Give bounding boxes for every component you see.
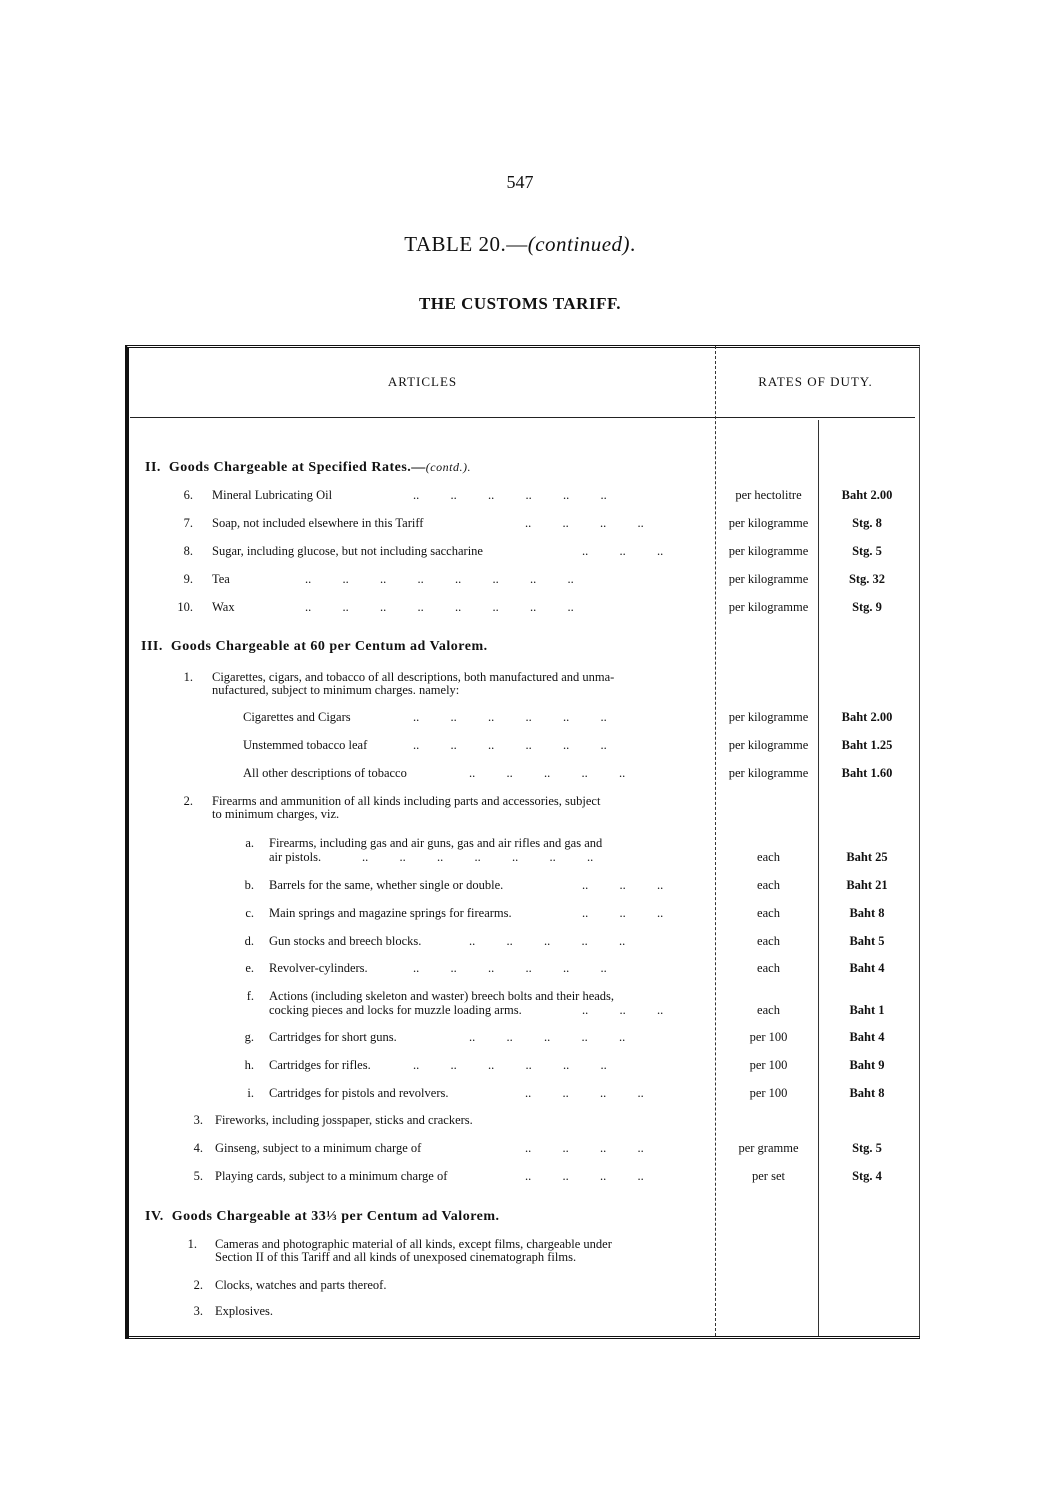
rate: Baht 5: [849, 934, 885, 948]
rate: Baht 1.25: [841, 738, 893, 752]
unit: per kilogramme: [728, 710, 809, 724]
leader-dots: .. .. .. .. .. .. .. ..: [305, 572, 574, 586]
rate: Baht 1: [849, 1003, 885, 1017]
item-text-line1: Firearms, including gas and air guns, gas and air rifles and gas and: [269, 836, 603, 850]
table-title: [0, 232, 1040, 257]
rate: Stg. 8: [852, 516, 882, 530]
unit: each: [757, 1003, 780, 1017]
item-text: Cartridges for short guns.: [269, 1030, 397, 1044]
item-text: Cartridges for rifles.: [269, 1058, 371, 1072]
unit: each: [757, 934, 780, 948]
item-number: 5.: [193, 1169, 203, 1183]
leader-dots: .. .. .. .. .. ..: [413, 961, 607, 975]
item-text-line1: Firearms and ammunition of all kinds including parts and accessories, subject: [212, 794, 601, 808]
rate: Baht 8: [849, 1086, 885, 1100]
leader-dots: .. .. .. ..: [525, 1141, 644, 1155]
rate: Stg. 32: [848, 572, 886, 586]
item-text: Playing cards, subject to a minimum charge of: [215, 1169, 448, 1183]
item-text: Explosives.: [215, 1304, 273, 1318]
leader-dots: .. .. .. .. .. ..: [413, 738, 607, 752]
item-letter: e.: [245, 961, 254, 975]
rate: Baht 4: [849, 961, 885, 975]
item-text: Mineral Lubricating Oil: [212, 488, 333, 502]
leader-dots: .. .. ..: [582, 906, 664, 920]
unit: per kilogramme: [728, 516, 809, 530]
leader-dots: .. .. .. .. ..: [469, 1030, 626, 1044]
item-text-line2: Section II of this Tariff and all kinds of unexposed cinematograph films.: [215, 1250, 577, 1264]
leader-dots: .. .. .. ..: [525, 1169, 644, 1183]
item-text: All other descriptions of tobacco: [243, 766, 407, 780]
leader-dots: .. .. .. ..: [525, 516, 644, 530]
rate: Baht 1.60: [841, 766, 893, 780]
section-ii-title: Goods Chargeable at Specified Rates.—: [168, 460, 426, 475]
rate: Baht 9: [849, 1058, 885, 1072]
item-text: Main springs and magazine springs for firearms.: [269, 906, 512, 920]
unit: per kilogramme: [728, 544, 809, 558]
rate: Stg. 5: [852, 544, 882, 558]
leader-dots: .. .. .. .. .. .. .. ..: [305, 600, 574, 614]
unit: per 100: [749, 1058, 788, 1072]
section-iv-heading: [145, 1209, 500, 1225]
section-iv-numeral: IV.: [145, 1209, 164, 1224]
table-title-main: TABLE 20.—: [404, 232, 528, 256]
leader-dots: .. .. ..: [582, 1003, 664, 1017]
rate: Baht 4: [849, 1030, 885, 1044]
column-divider-articles: [715, 346, 716, 1336]
item-number: 10.: [177, 600, 193, 614]
item-letter: i.: [247, 1086, 254, 1100]
item-number: 9.: [183, 572, 193, 586]
item-number: 7.: [183, 516, 193, 530]
item-text: Unstemmed tobacco leaf: [243, 738, 368, 752]
rate: Baht 2.00: [841, 710, 893, 724]
unit: per kilogramme: [728, 572, 809, 586]
item-number: 4.: [193, 1141, 203, 1155]
rate: Stg. 5: [852, 1141, 882, 1155]
leader-dots: .. .. ..: [582, 878, 664, 892]
item-number: 3.: [193, 1113, 203, 1127]
unit: each: [757, 906, 780, 920]
unit: per 100: [749, 1030, 788, 1044]
unit: per set: [752, 1169, 785, 1183]
item-letter: f.: [246, 989, 254, 1003]
item-text-line2: air pistols.: [269, 850, 322, 864]
unit: per kilogramme: [728, 738, 809, 752]
section-iv-title: Goods Chargeable at 33⅓ per Centum ad Valorem.: [171, 1209, 500, 1224]
item-number: 1.: [187, 1237, 197, 1251]
item-number: 2.: [193, 1278, 203, 1292]
table-subtitle: THE CUSTOMS TARIFF.: [418, 294, 622, 313]
item-number: 8.: [183, 544, 193, 558]
unit: each: [757, 961, 780, 975]
item-text: Ginseng, subject to a minimum charge of: [215, 1141, 422, 1155]
item-number: 2.: [183, 794, 193, 808]
section-iii-heading: [141, 639, 488, 655]
item-letter: g.: [244, 1030, 254, 1044]
section-ii-numeral: II.: [145, 460, 161, 475]
leader-dots: .. .. .. .. .. ..: [413, 488, 607, 502]
item-text-line1: Cigarettes, cigars, and tobacco of all descriptions, both manufactured and unma-: [212, 670, 615, 684]
item-text-line1: Actions (including skeleton and waster) breech bolts and their heads,: [269, 989, 615, 1003]
unit: each: [757, 878, 780, 892]
header-rates: RATES OF DUTY.: [758, 374, 873, 389]
item-letter: d.: [244, 934, 254, 948]
item-text-line1: Cameras and photographic material of all kinds, except films, chargeable under: [215, 1237, 612, 1251]
leader-dots: .. .. .. .. ..: [469, 934, 626, 948]
leader-dots: .. .. .. .. .. ..: [413, 710, 607, 724]
item-text-line2: to minimum charges, viz.: [212, 807, 340, 821]
item-text: Wax: [212, 600, 235, 614]
item-text: Soap, not included elsewhere in this Tariff: [212, 516, 424, 530]
item-text: Fireworks, including josspaper, sticks and crackers.: [215, 1113, 473, 1127]
leader-dots: .. .. .. .. ..: [469, 766, 626, 780]
item-letter: c.: [245, 906, 254, 920]
item-text: Sugar, including glucose, but not including saccharine: [212, 544, 483, 558]
item-text-line2: cocking pieces and locks for muzzle loading arms.: [269, 1003, 522, 1017]
table-title-continued: (continued): [527, 232, 631, 256]
item-number: 3.: [193, 1304, 203, 1318]
header-rule: [130, 417, 915, 418]
item-text: Cigarettes and Cigars: [243, 710, 351, 724]
unit: per gramme: [738, 1141, 799, 1155]
rate: Baht 2.00: [841, 488, 893, 502]
leader-dots: .. .. .. ..: [525, 1086, 644, 1100]
section-ii-contd: (contd.).: [425, 460, 471, 474]
leader-dots: .. .. .. .. .. .. ..: [362, 850, 594, 864]
section-ii-heading: [145, 460, 471, 476]
rate: Stg. 4: [852, 1169, 882, 1183]
unit: per 100: [749, 1086, 788, 1100]
item-text: Gun stocks and breech blocks.: [269, 934, 422, 948]
item-number: 1.: [183, 670, 193, 684]
item-text: Clocks, watches and parts thereof.: [215, 1278, 387, 1292]
item-letter: a.: [245, 836, 254, 850]
rate: Stg. 9: [852, 600, 882, 614]
item-text: Cartridges for pistols and revolvers.: [269, 1086, 449, 1100]
rate: Baht 8: [849, 906, 885, 920]
unit: per hectolitre: [735, 488, 802, 502]
rate: Baht 25: [846, 850, 888, 864]
item-letter: h.: [244, 1058, 254, 1072]
unit: per kilogramme: [728, 766, 809, 780]
leader-dots: .. .. .. .. .. ..: [413, 1058, 607, 1072]
section-iii-numeral: III.: [141, 639, 163, 654]
header-articles: ARTICLES: [387, 374, 458, 389]
item-text-line2: nufactured, subject to minimum charges. namely:: [212, 683, 460, 697]
table-title-end: .: [630, 232, 636, 256]
item-letter: b.: [244, 878, 254, 892]
unit: per kilogramme: [728, 600, 809, 614]
item-text: Barrels for the same, whether single or double.: [269, 878, 504, 892]
item-text: Tea: [212, 572, 230, 586]
table-frame-bottom: [125, 1336, 920, 1339]
page-number: 547: [506, 172, 534, 192]
section-iii-title: Goods Chargeable at 60 per Centum ad Valorem.: [170, 639, 488, 654]
item-number: 6.: [183, 488, 193, 502]
leader-dots: .. .. ..: [582, 544, 664, 558]
unit: each: [757, 850, 780, 864]
rate: Baht 21: [846, 878, 888, 892]
item-text: Revolver-cylinders.: [269, 961, 368, 975]
